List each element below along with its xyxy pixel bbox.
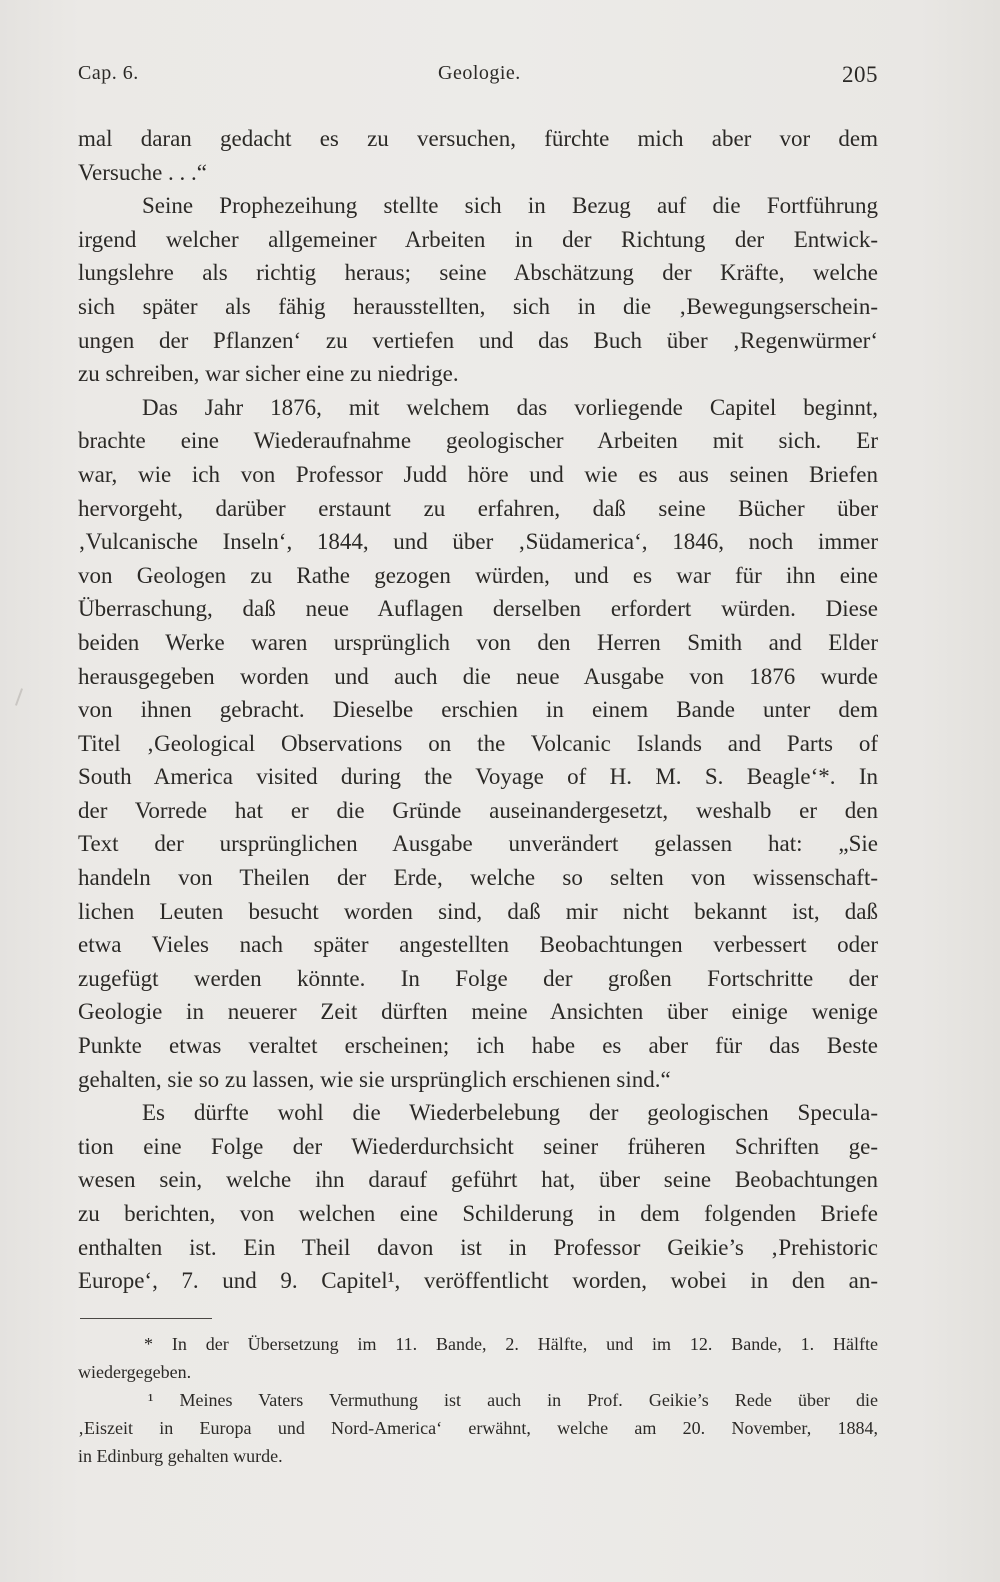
footnote-divider	[80, 1318, 212, 1319]
text-line: sich später als fähig herausstellten, sich in die ‚Bewegungserschein-	[78, 293, 878, 319]
text-line: Geologie in neuerer Zeit dürften meine Ansichten über einige wenige	[78, 999, 878, 1025]
text-line: lichen Leuten besucht worden sind, daß mir nicht bekannt ist, daß	[78, 898, 878, 924]
text-line: hervorgeht, darüber erstaunt zu erfahren, daß seine Bücher über	[78, 495, 878, 521]
text-line: Das Jahr 1876, mit welchem das vorliegende Capitel beginnt,	[142, 394, 878, 420]
footnote-line: in Edinburg gehalten wurde.	[78, 1446, 283, 1466]
text-line: Seine Prophezeihung stellte sich in Bezug auf die Fortführung	[142, 193, 878, 219]
text-line: Überraschung, daß neue Auflagen derselben erfordert würden. Diese	[78, 596, 878, 622]
text-line: zugefügt werden könnte. In Folge der großen Fortschritte der	[78, 965, 878, 991]
text-line: wesen sein, welche ihn darauf geführt hat, über seine Beobachtungen	[78, 1167, 878, 1193]
footnote-line: ‚Eiszeit in Europa und Nord-America‘ erwähnt, welche am 20. November, 1884,	[78, 1418, 878, 1438]
text-line: der Vorrede hat er die Gründe auseinandergesetzt, weshalb er den	[78, 797, 878, 823]
text-line: irgend welcher allgemeiner Arbeiten in der Richtung der Entwick-	[78, 226, 878, 252]
text-line: von ihnen gebracht. Dieselbe erschien in einem Bande unter dem	[78, 697, 878, 723]
margin-mark	[15, 688, 23, 706]
text-line: war, wie ich von Professor Judd höre und wie es aus seinen Briefen	[78, 461, 878, 487]
text-line: enthalten ist. Ein Theil davon ist in Professor Geikie’s ‚Prehistoric	[78, 1234, 878, 1260]
footnote-line: ¹ Meines Vaters Vermuthung ist auch in Prof. Geikie’s Rede über die	[148, 1390, 878, 1410]
text-line: von Geologen zu Rathe gezogen würden, und es war für ihn eine	[78, 562, 878, 588]
footnotes	[78, 1330, 878, 1470]
text-line: Text der ursprünglichen Ausgabe unverändert gelassen hat: „Sie	[78, 831, 878, 857]
text-line: Europe‘, 7. und 9. Capitel¹, veröffentlicht worden, wobei in den an-	[78, 1268, 878, 1294]
text-line: brachte eine Wiederaufnahme geologischer Arbeiten mit sich. Er	[78, 428, 878, 454]
text-line: mal daran gedacht es zu versuchen, fürchte mich aber vor dem	[78, 126, 878, 151]
text-line: etwa Vieles nach später angestellten Beobachtungen verbessert oder	[78, 932, 878, 958]
running-header	[78, 62, 878, 94]
text-line: Versuche . . .“	[78, 159, 208, 185]
page-number: 205	[842, 62, 878, 87]
text-line: Punkte etwas veraltet erscheinen; ich habe es aber für das Beste	[78, 1033, 878, 1059]
text-line: ‚Vulcanische Inseln‘, 1844, und über ‚Südamerica‘, 1846, noch immer	[78, 529, 878, 555]
text-line: Es dürfte wohl die Wiederbelebung der geologischen Specula-	[142, 1100, 878, 1126]
text-line: gehalten, sie so zu lassen, wie sie ursprünglich erschienen sind.“	[78, 1066, 671, 1092]
footnote-line: wiedergegeben.	[78, 1362, 192, 1382]
text-line: ungen der Pflanzen‘ zu vertiefen und das Buch über ‚Regenwürmer‘	[78, 327, 878, 353]
text-line: beiden Werke waren ursprünglich von den Herren Smith and Elder	[78, 629, 878, 655]
text-line: zu schreiben, war sicher eine zu niedrige.	[78, 361, 459, 387]
text-line: lungslehre als richtig heraus; seine Abschätzung der Kräfte, welche	[78, 260, 878, 286]
section-title: Geologie.	[438, 62, 521, 84]
text-line: Titel ‚Geological Observations on the Volcanic Islands and Parts of	[78, 730, 878, 756]
text-line: zu berichten, von welchen eine Schilderung in dem folgenden Briefe	[78, 1201, 878, 1226]
text-line: tion eine Folge der Wiederdurchsicht seiner früheren Schriften ge-	[78, 1133, 878, 1159]
text-line: South America visited during the Voyage of H. M. S. Beagle‘*. In	[78, 764, 878, 790]
footnote-line: * In der Übersetzung im 11. Bande, 2. Hälfte, und im 12. Bande, 1. Hälfte	[144, 1334, 878, 1354]
text-line: handeln von Theilen der Erde, welche so selten von wissenschaft-	[78, 865, 878, 891]
text-line: herausgegeben worden und auch die neue Ausgabe von 1876 wurde	[78, 663, 878, 689]
chapter-label: Cap. 6.	[78, 62, 139, 84]
body-text	[78, 122, 878, 1298]
